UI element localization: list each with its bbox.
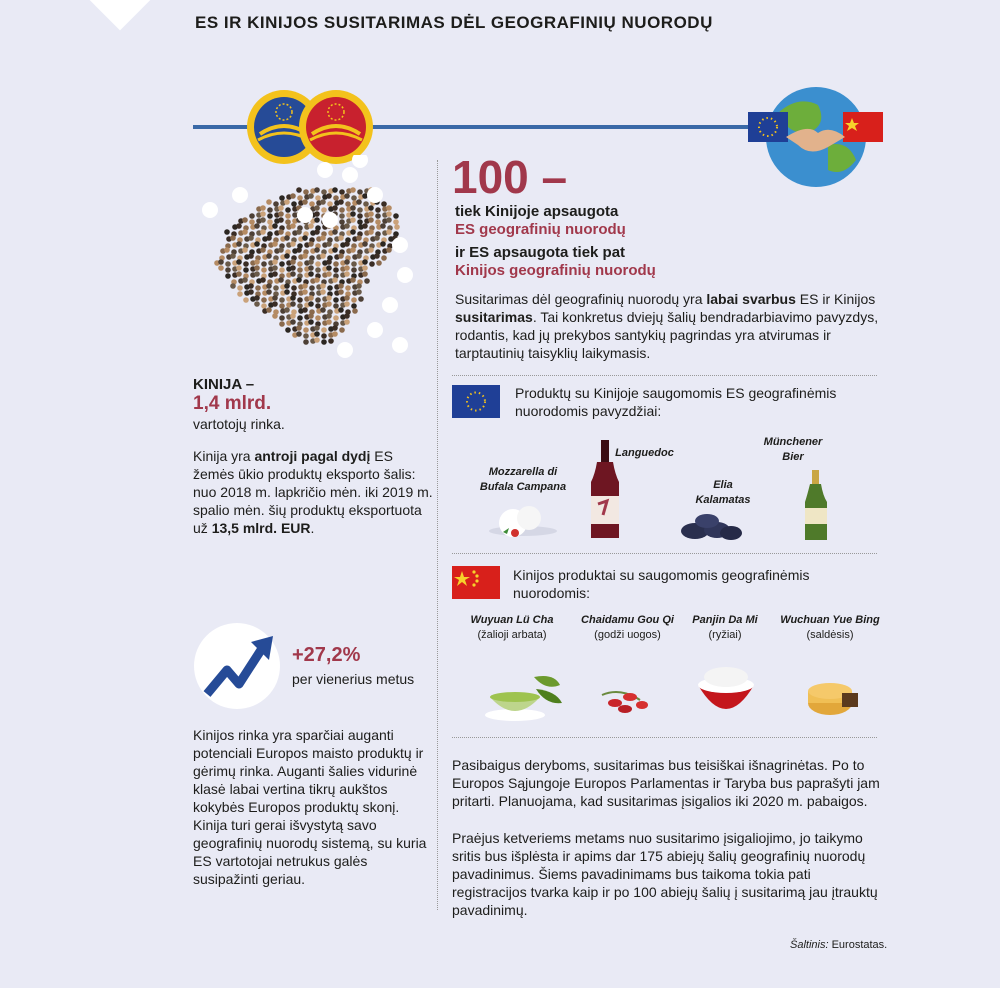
china-products-illustrations <box>470 655 870 730</box>
mooncake-icon <box>808 683 858 715</box>
rice-bowl-icon <box>698 667 754 709</box>
china-flag-icon <box>452 566 500 599</box>
goji-berries-icon <box>602 692 648 713</box>
growth-paragraph: Kinijos rinka yra sparčiai auganti potenciali Europos maisto produktų ir gėrimų rinka. Auganti šalies vidurinė klasė labai vertina tikrų aukštos kokybės Europos produktų skonį. Kinija turi gerai išvystytą savo geografinių nuorodų sistemą, su kuria ES vartotojai netrukus galės susipažinti geriau. <box>193 727 427 887</box>
globe-handshake-icon <box>748 85 883 190</box>
product-label-munchener-bier: Münchener Bier <box>763 436 823 463</box>
china-consumers-number: 1,4 mlrd. <box>193 393 272 414</box>
wine-bottle-icon <box>591 440 619 538</box>
separator <box>452 737 877 738</box>
mozzarella-icon <box>489 506 557 537</box>
olives-icon <box>681 514 742 540</box>
product-label-mozzarella: Mozzarella di Bufala Campana <box>479 466 567 493</box>
china-export-paragraph: Kinija yra antroji pagal dydį ES žemės ūkio produktų eksporto šalis: nuo 2018 m. lapkričio mėn. iki 2019 m. spalio mėn. šių produktų eksportuota už 13,5 mlrd. EUR. <box>193 448 433 536</box>
china-consumers-label: vartotojų rinka. <box>193 416 285 432</box>
intro-paragraph: Susitarimas dėl geografinių nuorodų yra labai svarbus ES ir Kinijos susitarimas. Tai konkretus dviejų šalių bendradarbiavimo pavyzdys, rodantis, kad jų prekybos santykių pagrindas yra atvirumas ir tarptautinių taisyklių laikymasis. <box>455 291 879 361</box>
growth-label: per vienerius metus <box>292 671 415 687</box>
source-note: Šaltinis: Eurostatas. <box>790 939 888 951</box>
product-label-wuchuan-yue-bing: Wuchuan Yue Bing (saldėsis) <box>780 614 880 641</box>
tea-cup-icon <box>485 676 562 721</box>
corner-decoration <box>85 0 156 30</box>
footer-paragraph-1: Pasibaigus deryboms, susitarimas bus teisiškai išnagrinėtas. Po to Europos Sąjungoje Europos Parlamentas ir Taryba bus paprašyti jam pritarti. Planuojama, kad susitarimas įsigalios iki 2020 m. pabaigos. <box>452 757 880 809</box>
beer-bottle-icon <box>805 470 827 540</box>
eu-products-heading: Produktų su Kinijoje saugomomis ES geografinėmis nuorodomis pavyzdžiai: <box>515 385 837 419</box>
product-label-languedoc: Languedoc <box>615 447 674 459</box>
china-map-illustration <box>200 155 420 365</box>
product-label-wuyuan-lu-cha: Wuyuan Lü Cha (žalioji arbata) <box>470 614 554 641</box>
separator <box>452 553 877 554</box>
product-label-panjin-da-mi: Panjin Da Mi (ryžiai) <box>692 614 758 641</box>
footer-paragraph-2: Praėjus ketveriems metams nuo susitarimo įsigaliojimo, jo taikymo sritis bus išplėsta ir apims dar 175 abiejų šalių geografinių nuorodų pavadinimus. Šiems pavadinimams bus taikoma tokia pati registracijos tvarka kaip ir po 100 abiejų šalių į susitarimą jau įtrauktų pavadinimų. <box>452 830 878 918</box>
product-label-chaidamu-gou-qi: Chaidamu Gou Qi (godži uogos) <box>581 614 674 641</box>
growth-value: +27,2% <box>292 644 361 666</box>
product-label-elia-kalamatas: Elia Kalamatas <box>695 479 751 506</box>
headline-number: 100 – <box>452 151 568 203</box>
headline-line-2: ES geografinių nuorodų <box>455 221 626 238</box>
eu-products-illustrations <box>485 438 870 548</box>
growth-chart-icon <box>193 622 281 710</box>
eu-flag-icon <box>452 385 500 418</box>
page-title: ES IR KINIJOS SUSITARIMAS DĖL GEOGRAFINIŲ NUORODŲ <box>195 13 713 32</box>
headline-line-4: Kinijos geografinių nuorodų <box>455 262 656 279</box>
headline-line-1: tiek Kinijoje apsaugota <box>455 203 619 220</box>
separator <box>452 375 877 376</box>
pdo-seal-icon <box>299 90 373 164</box>
headline-line-3: ir ES apsaugota tiek pat <box>455 244 626 261</box>
china-products-heading: Kinijos produktai su saugomomis geografinėmis nuorodomis: <box>513 567 810 601</box>
china-heading: KINIJA – <box>193 376 255 393</box>
